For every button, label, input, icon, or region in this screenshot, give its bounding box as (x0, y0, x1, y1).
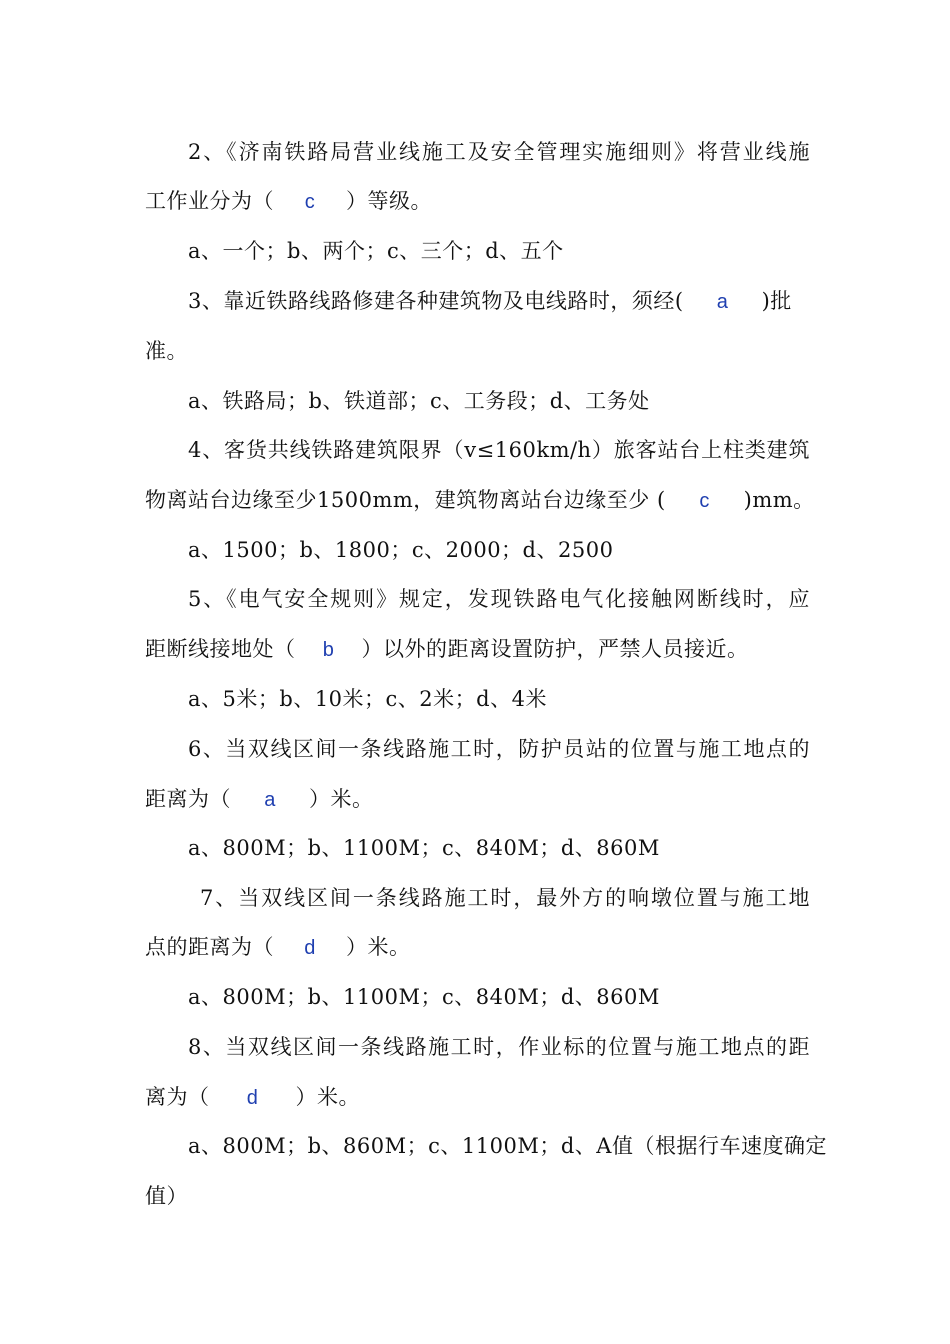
q5-stem: 距断线接地处（ (145, 637, 296, 661)
q5-stem-end: ）以外的距离设置防护，严禁人员接近。 (361, 637, 749, 661)
q7-stem-end: ）米。 (346, 935, 411, 959)
q3-answer: a (716, 291, 729, 313)
q8-line-1: 8、当双线区间一条线路施工时，作业标的位置与施工地点的距 (188, 1035, 810, 1059)
q7-stem: 点的距离为（ (145, 935, 274, 959)
q5-line-2 (145, 634, 810, 665)
q7-answer: d (304, 937, 316, 959)
q6-options: a、800M；b、1100M；c、840M；d、860M (188, 836, 660, 860)
q4-stem-end: )mm。 (743, 488, 815, 512)
q3-stem-end: )批 (761, 289, 792, 313)
q6-answer: a (264, 789, 276, 811)
q3-line-2: 准。 (145, 339, 188, 363)
q5-options: a、5米；b、10米；c、2米；d、4米 (188, 687, 547, 711)
q5-line-1: 5、《电气安全规则》规定，发现铁路电气化接触网断线时，应 (188, 587, 810, 611)
q7-line-1: 7、当双线区间一条线路施工时，最外方的响墩位置与施工地 (200, 886, 810, 910)
q4-options: a、1500；b、1800；c、2000；d、2500 (188, 538, 614, 562)
q6-line-1: 6、当双线区间一条线路施工时，防护员站的位置与施工地点的 (188, 737, 810, 761)
q7-options: a、800M；b、1100M；c、840M；d、860M (188, 985, 660, 1009)
q4-answer: c (699, 490, 710, 512)
q3-line-1 (188, 286, 810, 317)
q8-stem-end: ）米。 (295, 1085, 360, 1109)
q7-line-2 (145, 932, 810, 963)
q2-stem-end: ）等级。 (346, 189, 432, 213)
q6-stem: 距离为（ (145, 787, 231, 811)
q6-line-2 (145, 784, 810, 815)
q2-stem: 工作业分为（ (145, 189, 274, 213)
q4-line-1: 4、客货共线铁路建筑限界（v≤160km/h）旅客站台上柱类建筑 (188, 438, 810, 462)
q6-stem-end: ）米。 (309, 787, 374, 811)
q8-answer: d (246, 1087, 259, 1109)
q8-options-cont: 值） (145, 1184, 188, 1208)
q8-line-2 (145, 1082, 810, 1113)
q3-options: a、铁路局；b、铁道部；c、工务段；d、工务处 (188, 389, 650, 413)
q2-options: a、一个；b、两个；c、三个；d、五个 (188, 239, 564, 263)
q8-stem: 离为（ (145, 1085, 210, 1109)
q2-answer: c (304, 191, 316, 213)
q8-options: a、800M；b、860M；c、1100M；d、A值（根据行车速度确定 (188, 1134, 827, 1158)
q2-line-2 (145, 186, 810, 217)
q3-stem: 3、靠近铁路线路修建各种建筑物及电线路时，须经( (188, 289, 684, 313)
q4-line-2 (145, 485, 815, 516)
q4-stem: 物离站台边缘至少1500mm，建筑物离站台边缘至少 ( (145, 488, 666, 512)
q5-answer: b (322, 639, 335, 661)
q2-line-1: 2、《济南铁路局营业线施工及安全管理实施细则》将营业线施 (188, 140, 810, 164)
